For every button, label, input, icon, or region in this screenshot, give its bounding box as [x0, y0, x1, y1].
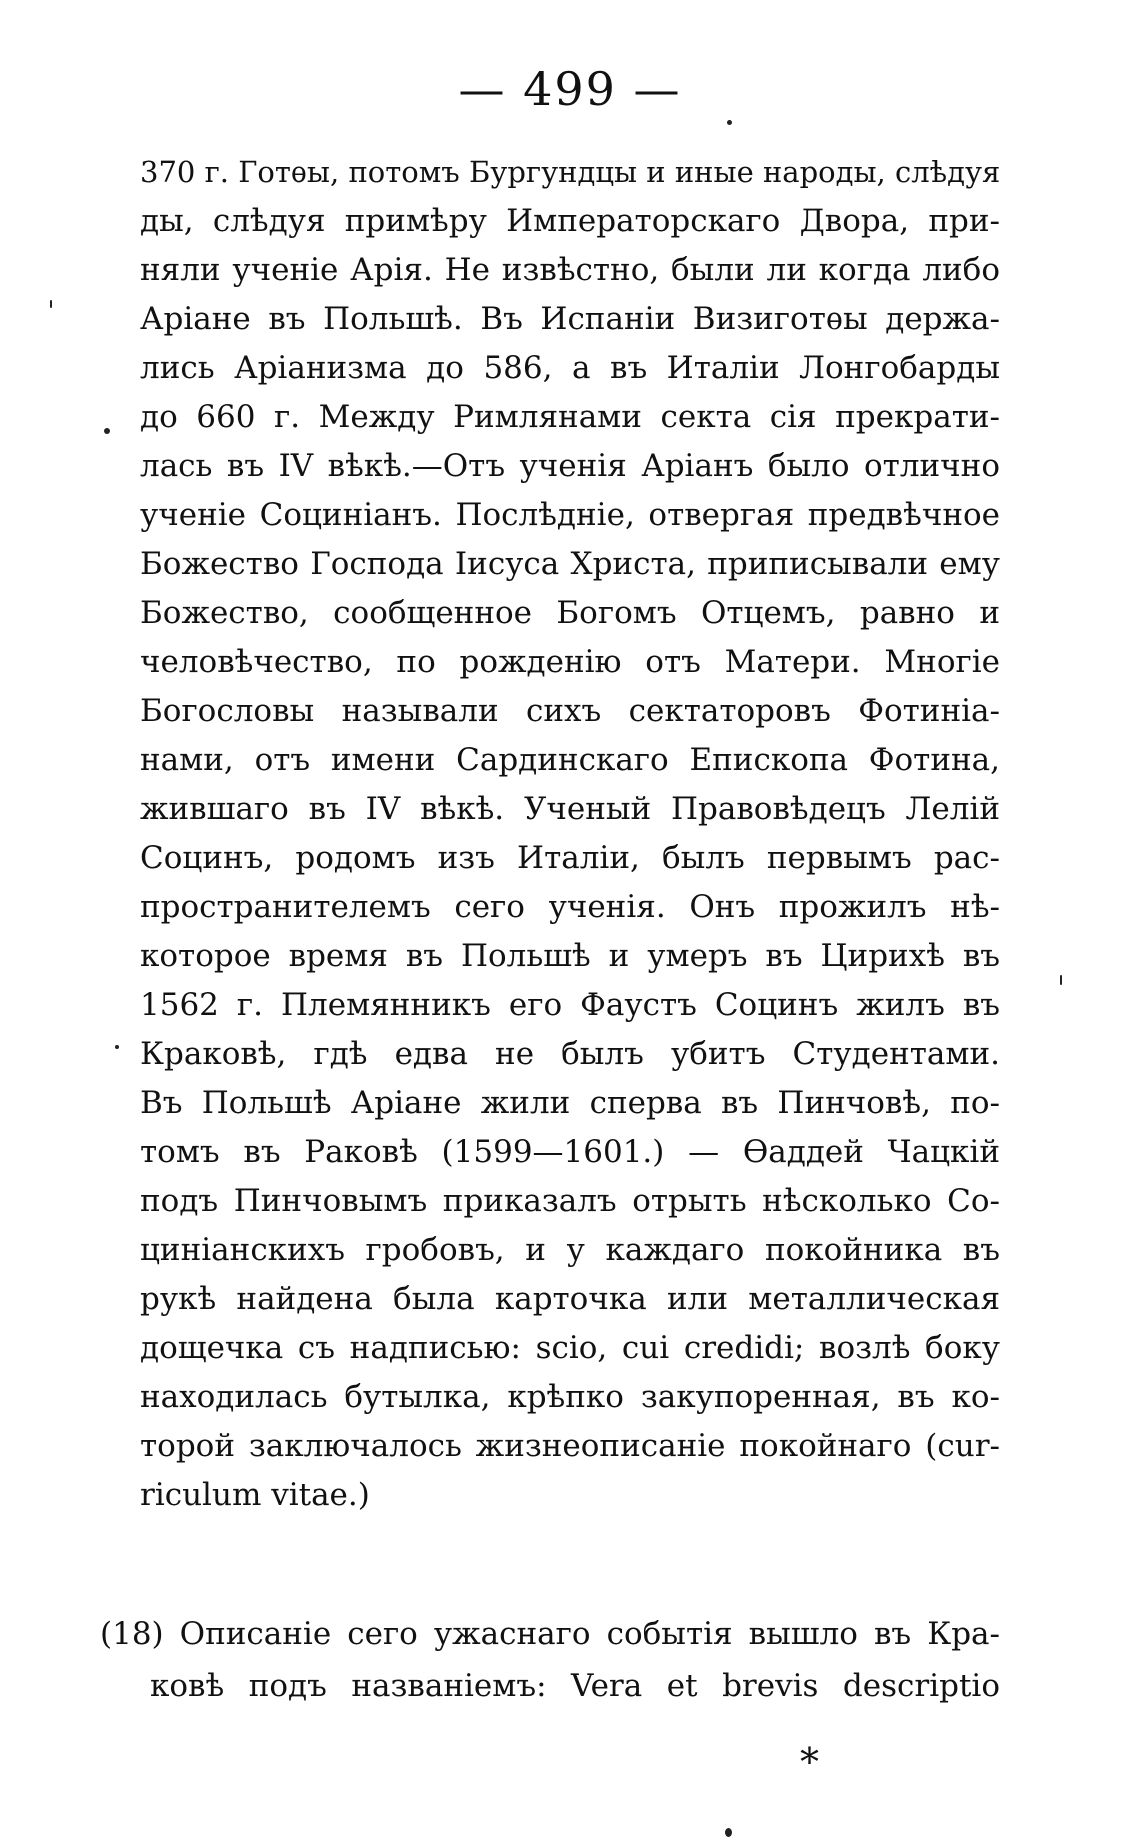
footnote [100, 1608, 1000, 1712]
body-text [140, 148, 1000, 1520]
text-line: Въ Польшѣ Аріане жили сперва въ Пинчовѣ, по- [140, 1085, 1000, 1121]
text-line: пространителемъ сего ученія. Онъ прожилъ нѣ- [140, 889, 1000, 925]
text-line: ды, слѣдуя примѣру Императорскаго Двора, при- [140, 203, 1000, 239]
text-line: 370 г. Готѳы, потомъ Бургундцы и иные народы, слѣдуя [140, 155, 1001, 189]
text-line: дощечка съ надписью: scio, cui credidi; возлѣ боку [140, 1330, 1000, 1366]
text-line: томъ въ Раковѣ (1599—1601.) — Ѳаддей Чацкій [140, 1134, 1000, 1170]
text-line: циніанскихъ гробовъ, и у каждаго покойника въ [140, 1232, 1000, 1268]
text-line: Краковѣ, гдѣ едва не былъ убитъ Студентами. [140, 1036, 1000, 1072]
text-line: 1562 г. Племянникъ его Фаустъ Социнъ жилъ въ [140, 987, 1000, 1023]
text-line: riculum vitae.) [140, 1477, 370, 1513]
text-line: находилась бутылка, крѣпко закупоренная, въ ко- [140, 1379, 1000, 1415]
text-line: лись Аріанизма до 586, а въ Италіи Лонгобарды [140, 350, 1000, 386]
text-line: Божество Господа Іисуса Христа, приписывали ему [140, 546, 1000, 582]
footnote-line: ковѣ подъ названіемъ: Vera et brevis descriptio [150, 1668, 1000, 1704]
text-line: торой заключалось жизнеописаніе покойнаго (cur- [140, 1428, 1000, 1464]
ink-speck [725, 1828, 732, 1837]
text-line: человѣчество, по рожденію отъ Матери. Многіе [140, 644, 1000, 680]
text-line: Божество, сообщенное Богомъ Отцемъ, равно и [140, 595, 1000, 631]
ink-speck [104, 428, 110, 434]
text-line: рукѣ найдена была карточка или металлическая [140, 1281, 1000, 1317]
text-line: няли ученіе Арія. Не извѣстно, были ли когда либо [140, 252, 1000, 288]
text-line: Богословы называли сихъ сектаторовъ Фотиніа- [140, 693, 1000, 729]
text-line: до 660 г. Между Римлянами секта сія прекрати- [140, 399, 1000, 435]
text-line: лась въ IV вѣкѣ.—Отъ ученія Аріанъ было отлично [140, 448, 1000, 484]
text-line: Социнъ, родомъ изъ Италіи, былъ первымъ рас- [140, 840, 1000, 876]
ink-speck [115, 1045, 119, 1049]
text-line: нами, отъ имени Сардинскаго Епископа Фотина, [140, 742, 1000, 778]
page-number: — 499 — [458, 62, 682, 116]
text-line: Аріане въ Польшѣ. Въ Испаніи Визиготѳы держа- [140, 301, 1000, 337]
text-line: подъ Пинчовымъ приказалъ отрыть нѣсколько Со- [140, 1183, 1000, 1219]
ink-speck [727, 120, 732, 125]
footnote-line: (18) Описаніе сего ужаснаго событія вышло въ Кра- [100, 1616, 1000, 1652]
ink-speck [1060, 975, 1062, 985]
ink-speck [50, 300, 52, 308]
catchword: * [800, 1740, 819, 1784]
text-line: которое время въ Польшѣ и умеръ въ Цирихѣ въ [140, 938, 1000, 974]
text-line: ученіе Социніанъ. Послѣдніе, отвергая предвѣчное [140, 497, 1000, 533]
text-line: жившаго въ IV вѣкѣ. Ученый Правовѣдецъ Лелій [140, 791, 1000, 827]
